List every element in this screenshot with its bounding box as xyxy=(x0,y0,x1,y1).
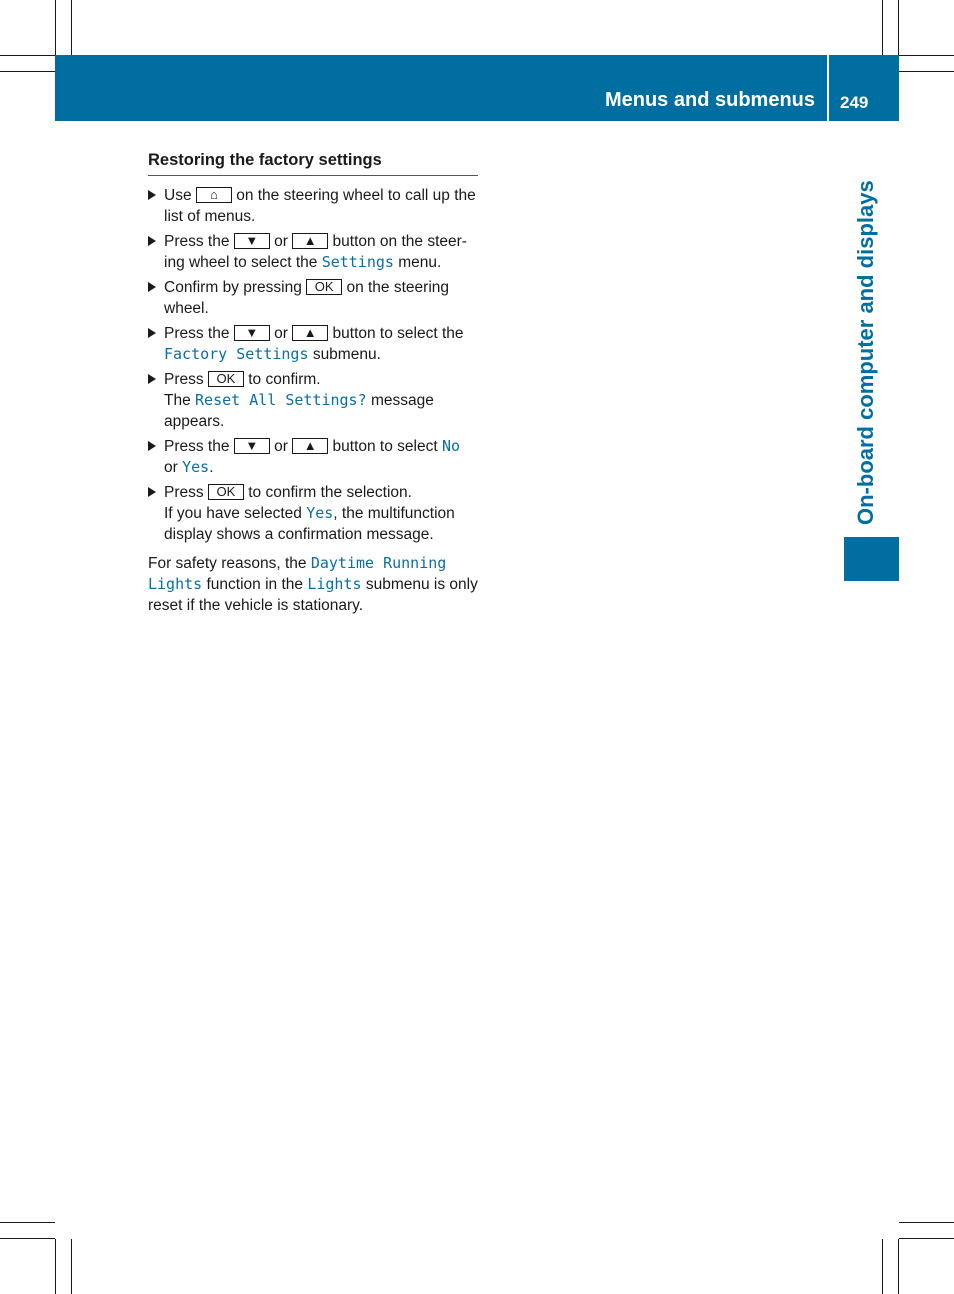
step-text: menu. xyxy=(398,254,442,271)
step-text: Press xyxy=(164,371,204,388)
instruction-step xyxy=(148,369,478,432)
step-text: button to select xyxy=(332,438,438,455)
instruction-step xyxy=(148,436,478,478)
step-text: Press the xyxy=(164,233,230,250)
crop-mark xyxy=(899,55,954,56)
crop-mark xyxy=(882,0,883,55)
down-key-icon: ▼ xyxy=(234,233,270,249)
step-text: button to select the xyxy=(332,325,464,342)
crop-mark xyxy=(898,0,899,55)
bullet-arrow-icon xyxy=(148,282,156,292)
note-text: For safety reasons, the xyxy=(148,555,307,572)
down-key-icon: ▼ xyxy=(234,438,270,454)
display-text: Daytime Running Lights xyxy=(148,554,447,593)
bullet-arrow-icon xyxy=(148,236,156,246)
step-text: Confirm by pressing xyxy=(164,279,302,296)
step-text: , the multifunction display shows a confirmation message. xyxy=(164,505,455,543)
note-text: submenu is only reset if the vehicle is stationary. xyxy=(148,576,478,614)
step-text: submenu. xyxy=(312,346,381,363)
crop-mark xyxy=(0,55,55,56)
step-text: button on the steering wheel to select the xyxy=(164,233,467,271)
display-text: Lights xyxy=(307,575,362,593)
step-text: or xyxy=(274,325,288,342)
display-text: Yes xyxy=(182,458,210,476)
step-text: Press xyxy=(164,484,204,501)
step-text: to confirm the selection. xyxy=(248,484,412,501)
instruction-step xyxy=(148,482,478,545)
display-text: No xyxy=(441,437,461,455)
crop-mark xyxy=(55,1239,56,1294)
side-section-title: On-board computer and displays xyxy=(853,180,878,525)
bullet-arrow-icon xyxy=(148,328,156,338)
up-key-icon: ▲ xyxy=(292,233,328,249)
instruction-step xyxy=(148,185,478,227)
crop-mark xyxy=(899,71,954,72)
up-key-icon: ▲ xyxy=(292,438,328,454)
content-column xyxy=(148,150,478,616)
display-text: Reset All Settings? xyxy=(195,391,367,409)
step-text: Use xyxy=(164,187,192,204)
crop-mark xyxy=(899,1238,954,1239)
crop-mark xyxy=(882,1239,883,1294)
display-text: Factory Settings xyxy=(164,345,309,363)
crop-mark xyxy=(71,0,72,55)
section-heading: Restoring the factory settings xyxy=(148,150,478,176)
display-text: Settings xyxy=(321,253,394,271)
up-key-icon: ▲ xyxy=(292,325,328,341)
ok-key-icon: OK xyxy=(208,484,244,500)
bullet-arrow-icon xyxy=(148,441,156,451)
step-text: or xyxy=(164,459,178,476)
step-text: on the steering wheel to call up the list of menus. xyxy=(164,187,476,225)
bullet-arrow-icon xyxy=(148,487,156,497)
ok-key-icon: OK xyxy=(208,371,244,387)
crop-mark xyxy=(898,1239,899,1294)
note-text: function in the xyxy=(206,576,304,593)
down-key-icon: ▼ xyxy=(234,325,270,341)
header-divider xyxy=(827,55,829,121)
step-text: Press the xyxy=(164,325,230,342)
bullet-arrow-icon xyxy=(148,374,156,384)
crop-mark xyxy=(0,1222,55,1223)
page-number: 249 xyxy=(840,93,869,112)
ok-key-icon: OK xyxy=(306,279,342,295)
step-text: The xyxy=(164,392,191,409)
step-text: to confirm. xyxy=(248,371,321,388)
side-tab-marker xyxy=(844,537,899,581)
header-bar xyxy=(55,55,899,121)
crop-mark xyxy=(55,0,56,55)
step-text: . xyxy=(209,459,214,476)
instruction-step xyxy=(148,323,478,365)
step-text: or xyxy=(274,438,288,455)
bullet-arrow-icon xyxy=(148,190,156,200)
instruction-step xyxy=(148,231,478,273)
instruction-step xyxy=(148,277,478,319)
step-text: Press the xyxy=(164,438,230,455)
crop-mark xyxy=(0,1238,55,1239)
step-text: message appears. xyxy=(164,392,434,430)
step-text: or xyxy=(274,233,288,250)
safety-note xyxy=(148,553,478,616)
step-text: If you have selected xyxy=(164,505,302,522)
home-key-icon: ⌂ xyxy=(196,187,232,203)
crop-mark xyxy=(899,1222,954,1223)
step-text: on the steering wheel. xyxy=(164,279,449,317)
header-title: Menus and submenus xyxy=(604,89,815,111)
crop-mark xyxy=(0,71,55,72)
crop-mark xyxy=(71,1239,72,1294)
display-text: Yes xyxy=(306,504,334,522)
